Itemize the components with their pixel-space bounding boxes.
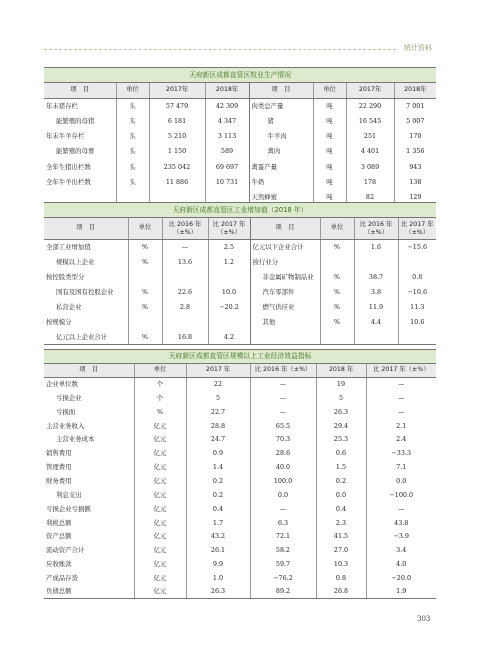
table-cell: 2.8	[162, 300, 208, 315]
table-cell	[162, 315, 208, 330]
table-cell: 吨	[313, 159, 346, 174]
table-cell: 头	[116, 175, 149, 190]
table-row	[44, 285, 436, 300]
table-row	[44, 144, 436, 159]
table-cell: 肉类总产量	[249, 98, 313, 113]
table-cell: 69 697	[205, 159, 249, 174]
column-header: 2017年	[149, 83, 205, 98]
table-cell: 头	[116, 144, 149, 159]
table-cell: 70.3	[250, 433, 316, 447]
table-cell	[208, 270, 250, 285]
table-row	[44, 557, 436, 571]
table-cell	[354, 330, 398, 345]
table-cell: 流动资产合计	[46, 546, 85, 555]
table-header-row	[44, 83, 436, 98]
table-cell: 28.8	[186, 419, 250, 433]
table-cell: 亿元	[134, 474, 186, 488]
efficiency-table	[44, 349, 436, 599]
table-cell: 28.6	[250, 447, 316, 461]
table-cell: −33.3	[366, 447, 436, 461]
table-row	[44, 98, 436, 113]
table-cell: 13.6	[162, 255, 208, 270]
table-cell: 亏损企业亏损额	[46, 504, 91, 513]
table-cell: 其他	[250, 315, 320, 330]
table-cell	[128, 270, 162, 285]
table-cell: 吨	[313, 113, 346, 128]
table-cell: 2.3	[316, 516, 366, 530]
table-cell: 规模以上企业	[56, 257, 95, 266]
table-cell: 22	[186, 377, 250, 391]
table-cell: 5	[316, 391, 366, 405]
table-cell: 3 113	[205, 129, 249, 144]
table-cell: 38.7	[354, 270, 398, 285]
table-cell: 6 181	[149, 113, 205, 128]
table-cell: 亿元	[134, 585, 186, 599]
table-cell: 10 731	[205, 175, 249, 190]
table-cell: 24.7	[186, 433, 250, 447]
column-header: 单位	[313, 83, 346, 98]
table-cell: —	[366, 502, 436, 516]
table-cell: %	[320, 240, 354, 255]
column-header: 项 目	[250, 218, 320, 240]
table-cell: —	[250, 405, 316, 419]
table-cell: 亿元	[134, 460, 186, 474]
table-cell: 负债总额	[44, 585, 134, 599]
table-row	[44, 391, 436, 405]
table-cell: 10.3	[316, 557, 366, 571]
table-cell: 16.8	[162, 330, 208, 345]
table-cell: 4 347	[205, 113, 249, 128]
table-row	[44, 405, 436, 419]
table-cell	[354, 255, 398, 270]
table-cell: 10.6	[398, 315, 436, 330]
table-cell: 0.4	[316, 502, 366, 516]
column-header: 单位	[116, 83, 149, 98]
table-cell: 0.8	[316, 571, 366, 585]
table-cell: 0.2	[186, 488, 250, 502]
column-header: 单位	[134, 364, 186, 378]
table-header-row	[44, 364, 436, 378]
table-row	[44, 571, 436, 585]
table-cell: %	[320, 300, 354, 315]
table-cell: 亿元	[134, 433, 186, 447]
table-cell: —	[366, 391, 436, 405]
table-cell: 7.1	[366, 460, 436, 474]
section-tag: 统计资料	[404, 44, 432, 52]
table-cell: 0.2	[186, 474, 250, 488]
table-cell: 全年牛羊出栏数	[46, 178, 91, 187]
table-cell: 头	[116, 113, 149, 128]
table-row	[44, 530, 436, 544]
table-cell: 私营企业	[56, 302, 82, 311]
table-cell: 0.0	[316, 488, 366, 502]
table-cell: 能繁殖的母猪	[56, 116, 95, 125]
table-cell: 吨	[313, 190, 346, 205]
column-header: 2017 年	[186, 364, 250, 378]
table-cell: 头	[116, 129, 149, 144]
table-cell: 禽肉	[249, 144, 313, 159]
table-cell: 牛羊肉	[249, 129, 313, 144]
table-cell: 11.3	[398, 300, 436, 315]
table-cell: 4.0	[366, 557, 436, 571]
table-cell: 251	[346, 129, 394, 144]
table-row	[44, 175, 436, 190]
table-cell: 25.3	[316, 433, 366, 447]
table-cell: 天然蜂蜜	[249, 190, 313, 205]
table-row	[44, 585, 436, 599]
table-cell: 非金属矿物制品业	[250, 270, 320, 285]
column-header: 比 2017 年（±%）	[398, 218, 436, 240]
table-cell: −15.6	[398, 240, 436, 255]
table-cell: 235 042	[149, 159, 205, 174]
table-cell: 2.1	[366, 419, 436, 433]
table-cell	[128, 315, 162, 330]
table-cell: 亿元	[134, 447, 186, 461]
table-cell: −20.0	[366, 571, 436, 585]
table-cell: 0.0	[250, 488, 316, 502]
table-cell: 个	[134, 377, 186, 391]
table-row	[44, 460, 436, 474]
table-row	[44, 502, 436, 516]
table-cell: 7 001	[394, 98, 436, 113]
table-cell: 头	[116, 159, 149, 174]
table-cell: 吨	[313, 144, 346, 159]
table-cell: 3.8	[354, 285, 398, 300]
table-cell: 0.8	[398, 270, 436, 285]
table-cell: 4 401	[346, 144, 394, 159]
table-row	[44, 270, 436, 285]
table-cell: 138	[394, 175, 436, 190]
table-cell: 4.2	[208, 330, 250, 345]
table-cell: 按行业分	[250, 255, 320, 270]
table-cell: 亿元以上企业合计	[44, 330, 128, 345]
table-cell: 65.5	[250, 419, 316, 433]
table-cell: 3.4	[366, 543, 436, 557]
table-cell: 吨	[313, 98, 346, 113]
table-cell: 销售费用	[46, 449, 72, 458]
table-cell: 个	[134, 391, 186, 405]
table-cell: 亿元	[134, 571, 186, 585]
table-cell: 亿元	[134, 488, 186, 502]
table-cell: 42 309	[205, 98, 249, 113]
table-cell: %	[128, 240, 162, 255]
table-cell: 亿元	[134, 419, 186, 433]
table-cell: %	[128, 300, 162, 315]
table-cell: −10.6	[398, 285, 436, 300]
table-cell: 1.6	[354, 240, 398, 255]
table-cell: 40.0	[250, 460, 316, 474]
table-cell: 26.3	[316, 405, 366, 419]
table-cell: 牛奶	[249, 175, 313, 190]
table-cell: 72.1	[250, 530, 316, 544]
table-cell: 亿元	[134, 502, 186, 516]
table-cell	[320, 255, 354, 270]
table-row	[44, 433, 436, 447]
table-row	[44, 315, 436, 330]
table-cell: %	[320, 285, 354, 300]
table-cell: 82	[346, 190, 394, 205]
table-cell: 全部工业增加值	[46, 243, 91, 252]
table-cell	[398, 255, 436, 270]
table-cell: 头	[116, 98, 149, 113]
table-cell: 0.4	[186, 502, 250, 516]
table-cell: 汽车零部件	[250, 285, 320, 300]
table-cell: 43.8	[366, 516, 436, 530]
table-cell: 亿元	[134, 557, 186, 571]
table-cell: —	[250, 502, 316, 516]
table-cell: 2.5	[208, 240, 250, 255]
table-row	[44, 240, 436, 255]
table-cell: 按控股类型分	[46, 272, 85, 281]
column-header: 比 2017 年（±%）	[366, 364, 436, 378]
table-cell: %	[320, 315, 354, 330]
table-cell: 财务费用	[46, 476, 72, 485]
table-cell: 利息支出	[56, 490, 82, 499]
table-cell: 1 356	[394, 144, 436, 159]
table-cell: 亏损企业	[56, 393, 82, 402]
table-cell: —	[366, 405, 436, 419]
table-header-row	[44, 218, 436, 240]
column-header: 比 2016 年（±%）	[162, 218, 208, 240]
table-cell: %	[128, 330, 162, 345]
table-row	[44, 419, 436, 433]
table-cell: 43.2	[186, 530, 250, 544]
table-cell	[398, 330, 436, 345]
table-cell: 1.4	[186, 460, 250, 474]
table-cell: 19	[316, 377, 366, 391]
table-cell: 1.5	[316, 460, 366, 474]
table-cell: 1 150	[149, 144, 205, 159]
column-header: 比 2016 年（±%）	[250, 364, 316, 378]
table-cell: 4.4	[354, 315, 398, 330]
table-cell: 亿元	[134, 516, 186, 530]
table-cell: 资产总额	[46, 532, 72, 541]
table-cell: 吨	[313, 129, 346, 144]
table-cell: 亿元以下企业合计	[250, 240, 320, 255]
table-cell: 22.6	[162, 285, 208, 300]
column-header: 项 目	[44, 218, 128, 240]
table-title: 天府新区成都直管区工业增加值（2018 年）	[44, 203, 436, 218]
table-cell: 22 290	[346, 98, 394, 113]
table-cell: 3 089	[346, 159, 394, 174]
table-cell: 59.7	[250, 557, 316, 571]
table-cell: 利税总额	[46, 518, 72, 527]
table-cell: 22.7	[186, 405, 250, 419]
table-cell: 0.0	[366, 474, 436, 488]
table-cell: 1.7	[186, 516, 250, 530]
table-cell: 1.9	[366, 585, 436, 599]
table-cell: 11.9	[354, 300, 398, 315]
column-header: 比 2017 年（±%）	[208, 218, 250, 240]
table-cell: 178	[346, 175, 394, 190]
table-cell: 2.4	[366, 433, 436, 447]
table-cell	[162, 270, 208, 285]
table-cell: —	[162, 240, 208, 255]
page-number: 303	[417, 615, 431, 623]
table-cell: 能繁殖的母畜	[56, 147, 95, 156]
table-row	[44, 377, 436, 391]
table-cell: 100.0	[250, 474, 316, 488]
table-row	[44, 113, 436, 128]
table-cell: −20.2	[208, 300, 250, 315]
table-cell: 26.3	[186, 585, 250, 599]
table-cell: 0.6	[316, 447, 366, 461]
table-row	[44, 255, 436, 270]
table-row	[44, 330, 436, 345]
table-cell: 亿元	[134, 543, 186, 557]
table-cell: 58.2	[250, 543, 316, 557]
table-cell: %	[320, 270, 354, 285]
column-header: 项 目	[44, 364, 134, 378]
table-cell: 国有及国有控股企业	[56, 287, 114, 296]
table-cell: 170	[394, 129, 436, 144]
table-cell: 1.0	[186, 571, 250, 585]
table-cell: 应收账款	[46, 560, 72, 569]
column-header: 项 目	[44, 83, 116, 98]
column-header: 单位	[320, 218, 354, 240]
table-cell: 5	[186, 391, 250, 405]
table-cell: 亿元	[134, 530, 186, 544]
column-header: 项 目	[249, 83, 313, 98]
table-title: 天府新区成都直管区规模以上工业经济效益指标	[44, 350, 436, 364]
table-cell: −100.0	[366, 488, 436, 502]
column-header: 2017年	[346, 83, 394, 98]
industry-table	[44, 202, 436, 345]
table-cell: 943	[394, 159, 436, 174]
table-cell: 16 545	[346, 113, 394, 128]
table-cell: 11 886	[149, 175, 205, 190]
table-cell: 企业单位数	[46, 380, 78, 389]
table-cell	[250, 330, 320, 345]
table-cell: %	[128, 285, 162, 300]
table-row	[44, 488, 436, 502]
table-row	[44, 474, 436, 488]
column-header: 2018 年	[316, 364, 366, 378]
column-header: 2018年	[394, 83, 436, 98]
table-cell: 5 007	[394, 113, 436, 128]
table-cell: —	[250, 391, 316, 405]
table-cell: 年末牛羊存栏	[46, 132, 85, 141]
table-cell: 29.4	[316, 419, 366, 433]
table-cell: −76.2	[250, 571, 316, 585]
table-cell: 全年生猪出栏数	[46, 162, 91, 171]
table-cell: —	[250, 377, 316, 391]
header-rule	[44, 49, 396, 50]
table-cell: 129	[394, 190, 436, 205]
table-cell: 亏损面	[56, 407, 76, 416]
table-row	[44, 300, 436, 315]
column-header: 2018年	[205, 83, 249, 98]
column-header: 单位	[128, 218, 162, 240]
table-cell: 0.2	[316, 474, 366, 488]
table-cell: 按规模分	[46, 317, 72, 326]
table-cell: 禽蛋产量	[249, 159, 313, 174]
table-row	[44, 447, 436, 461]
table-cell: 26.1	[186, 543, 250, 557]
livestock-table	[44, 67, 436, 206]
table-cell: 吨	[313, 175, 346, 190]
table-cell: 猪	[249, 113, 313, 128]
table-cell: 1.2	[208, 255, 250, 270]
table-cell: 9.9	[186, 557, 250, 571]
table-cell: 89.2	[250, 585, 316, 599]
table-row	[44, 159, 436, 174]
table-row	[44, 129, 436, 144]
table-cell	[208, 315, 250, 330]
table-cell: 41.5	[316, 530, 366, 544]
table-cell: 燃气供应业	[250, 300, 320, 315]
table-cell: 0.9	[186, 447, 250, 461]
table-cell: 10.0	[208, 285, 250, 300]
table-cell: −3.9	[366, 530, 436, 544]
table-title: 天府新区成都直管区牧业生产情况	[44, 68, 436, 83]
table-cell	[320, 330, 354, 345]
table-cell: 主营业务收入	[46, 421, 85, 430]
table-cell: 管理费用	[46, 463, 72, 472]
table-cell: 26.8	[316, 585, 366, 599]
table-cell: 57 479	[149, 98, 205, 113]
table-cell: 产成品存货	[46, 573, 78, 582]
table-cell: 5 210	[149, 129, 205, 144]
table-cell: —	[366, 377, 436, 391]
table-cell: 589	[205, 144, 249, 159]
table-cell: 主营业务成本	[56, 435, 95, 444]
column-header: 比 2016 年（±%）	[354, 218, 398, 240]
table-cell: %	[134, 405, 186, 419]
table-row	[44, 543, 436, 557]
table-cell: 6.3	[250, 516, 316, 530]
table-cell: 27.0	[316, 543, 366, 557]
table-cell: 年末猪存栏	[46, 101, 78, 110]
table-row	[44, 516, 436, 530]
table-cell: %	[128, 255, 162, 270]
